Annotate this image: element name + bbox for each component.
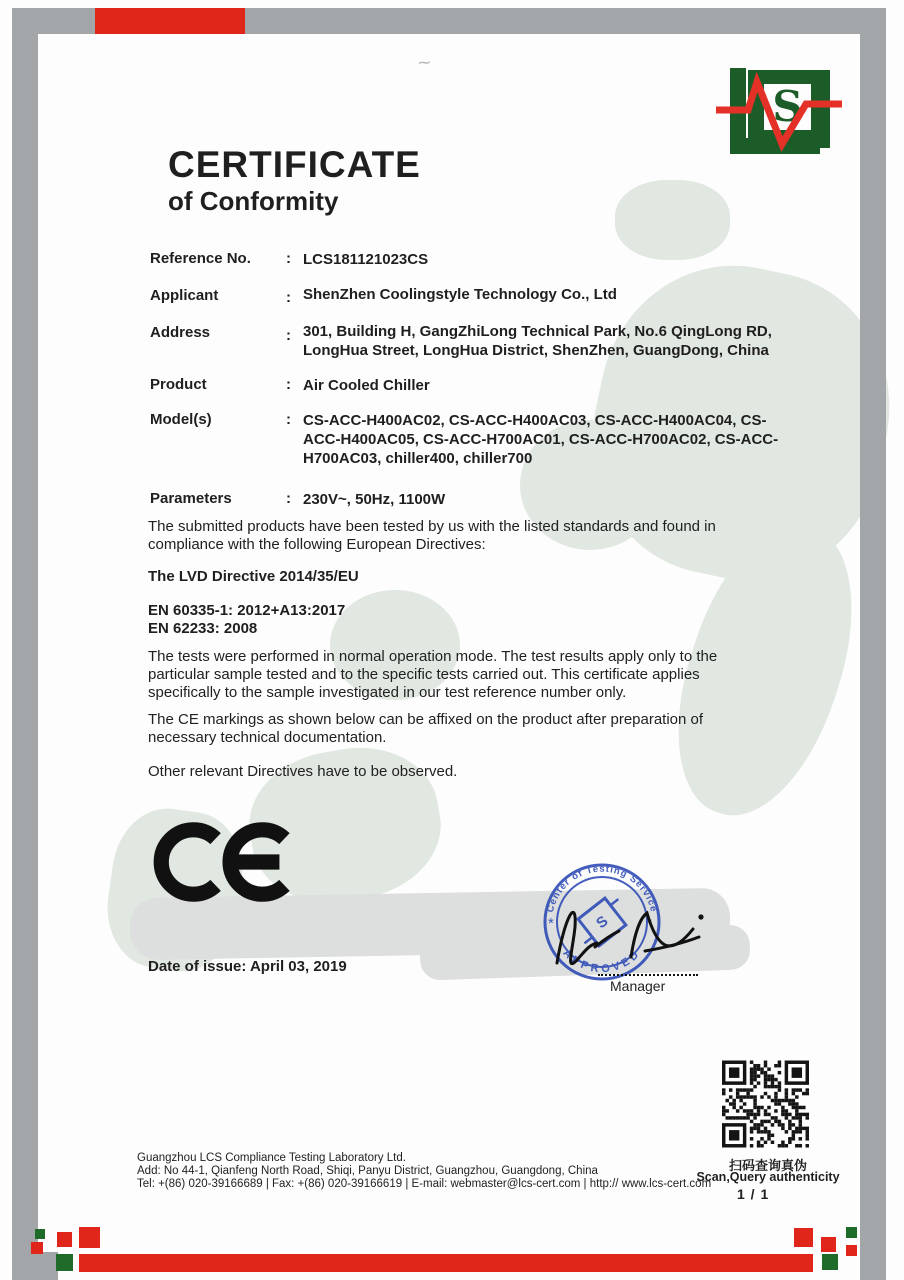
field-label: Applicant <box>150 287 219 304</box>
footer-contacts: Tel: +(86) 020-39166689 | Fax: +(86) 020-39166619 | E-mail: webmaster@lcs-cert.com | http:// www.lcs-cert.com <box>137 1178 712 1190</box>
footer-address: Add: No 44-1, Qianfeng North Road, Shiqi, Panyu District, Guangzhou, Guangdong, China <box>137 1165 598 1177</box>
field-label: Address <box>150 324 211 341</box>
accent-square <box>846 1227 857 1238</box>
field-colon: : <box>286 327 291 344</box>
qr-caption-en: Scan,Query authenticity <box>696 1170 840 1184</box>
field-colon: : <box>286 289 291 306</box>
date-of-issue: Date of issue: April 03, 2019 <box>148 958 347 975</box>
frame-red-bottom-bar <box>79 1254 813 1272</box>
ce-mark <box>148 812 300 917</box>
accent-square <box>31 1242 43 1254</box>
scan-artifact: ~ <box>416 49 433 76</box>
stamp-star-left: * <box>548 915 554 932</box>
stamp-ring-text-top: Center of Testing Service <box>544 863 660 914</box>
certificate-title: CERTIFICATE <box>168 144 421 185</box>
certificate-subtitle: of Conformity <box>168 186 339 216</box>
field-colon: : <box>286 490 291 507</box>
accent-square <box>846 1245 857 1256</box>
field-colon: : <box>286 411 291 428</box>
stamp-ring-text-bottom: APPROVED <box>560 946 644 976</box>
accent-square <box>822 1254 838 1270</box>
directive-line: The LVD Directive 2014/35/EU <box>148 568 359 585</box>
field-label: Reference No. <box>150 250 251 267</box>
field-value: 230V~, 50Hz, 1100W <box>303 491 446 508</box>
body-paragraph: The CE markings as shown below can be affixed on the product after preparation of necessary technical documentation. <box>148 711 704 746</box>
field-value: 301, Building H, GangZhiLong Technical Park, No.6 QingLong RD, LongHua Street, LongHua District, ShenZhen, GuangDong, China <box>303 323 772 359</box>
frame-bottom-left-stub <box>12 1252 58 1280</box>
lcs-logo <box>716 66 842 167</box>
accent-square <box>56 1254 73 1271</box>
field-value: LCS181121023CS <box>303 251 429 268</box>
frame-red-top-segment <box>95 8 245 34</box>
field-label: Product <box>150 376 207 393</box>
signer-title: Manager <box>610 978 666 994</box>
field-label: Parameters <box>150 490 232 507</box>
accent-square <box>57 1232 72 1247</box>
field-value: CS-ACC-H400AC02, CS-ACC-H400AC03, CS-ACC-H400AC04, CS-ACC-H400AC05, CS-ACC-H700AC01, CS-ACC-H700AC02, CS-ACC-H700AC03, chiller400, chiller700 <box>303 412 779 467</box>
signature-line <box>598 960 698 976</box>
standard-line: EN 62233: 2008 <box>148 620 258 637</box>
accent-square <box>794 1228 813 1247</box>
stamp-star-right: * <box>646 915 652 932</box>
field-label: Model(s) <box>150 411 212 428</box>
accent-square <box>79 1227 100 1248</box>
body-paragraph: Other relevant Directives have to be observed. <box>148 763 458 780</box>
field-value: ShenZhen Coolingstyle Technology Co., Ltd <box>303 286 617 303</box>
logo-letter: S <box>772 82 803 131</box>
qr-caption-cn: 扫码查询真伪 <box>728 1158 807 1173</box>
accent-square <box>35 1229 45 1239</box>
frame-left-bar <box>12 8 38 1280</box>
field-colon: : <box>286 250 291 267</box>
body-paragraph: The tests were performed in normal operation mode. The test results apply only to the particular sample tested and to the specific tests carried out. This certificate applies specifically to the sample investigated in our test reference number only. <box>148 648 718 701</box>
page-number: 1 / 1 <box>737 1186 770 1202</box>
field-value: Air Cooled Chiller <box>303 377 430 394</box>
qr-code <box>722 1060 809 1153</box>
footer-company: Guangzhou LCS Compliance Testing Laboratory Ltd. <box>137 1152 406 1164</box>
frame-right-bar <box>860 28 886 1280</box>
field-colon: : <box>286 376 291 393</box>
watermark-blob <box>615 180 730 260</box>
accent-square <box>821 1237 836 1252</box>
stamp-center-letter: S <box>593 912 612 933</box>
standard-line: EN 60335-1: 2012+A13:2017 <box>148 602 346 619</box>
intro-paragraph: The submitted products have been tested by us with the listed standards and found in compliance with the following European Directives: <box>148 518 716 553</box>
